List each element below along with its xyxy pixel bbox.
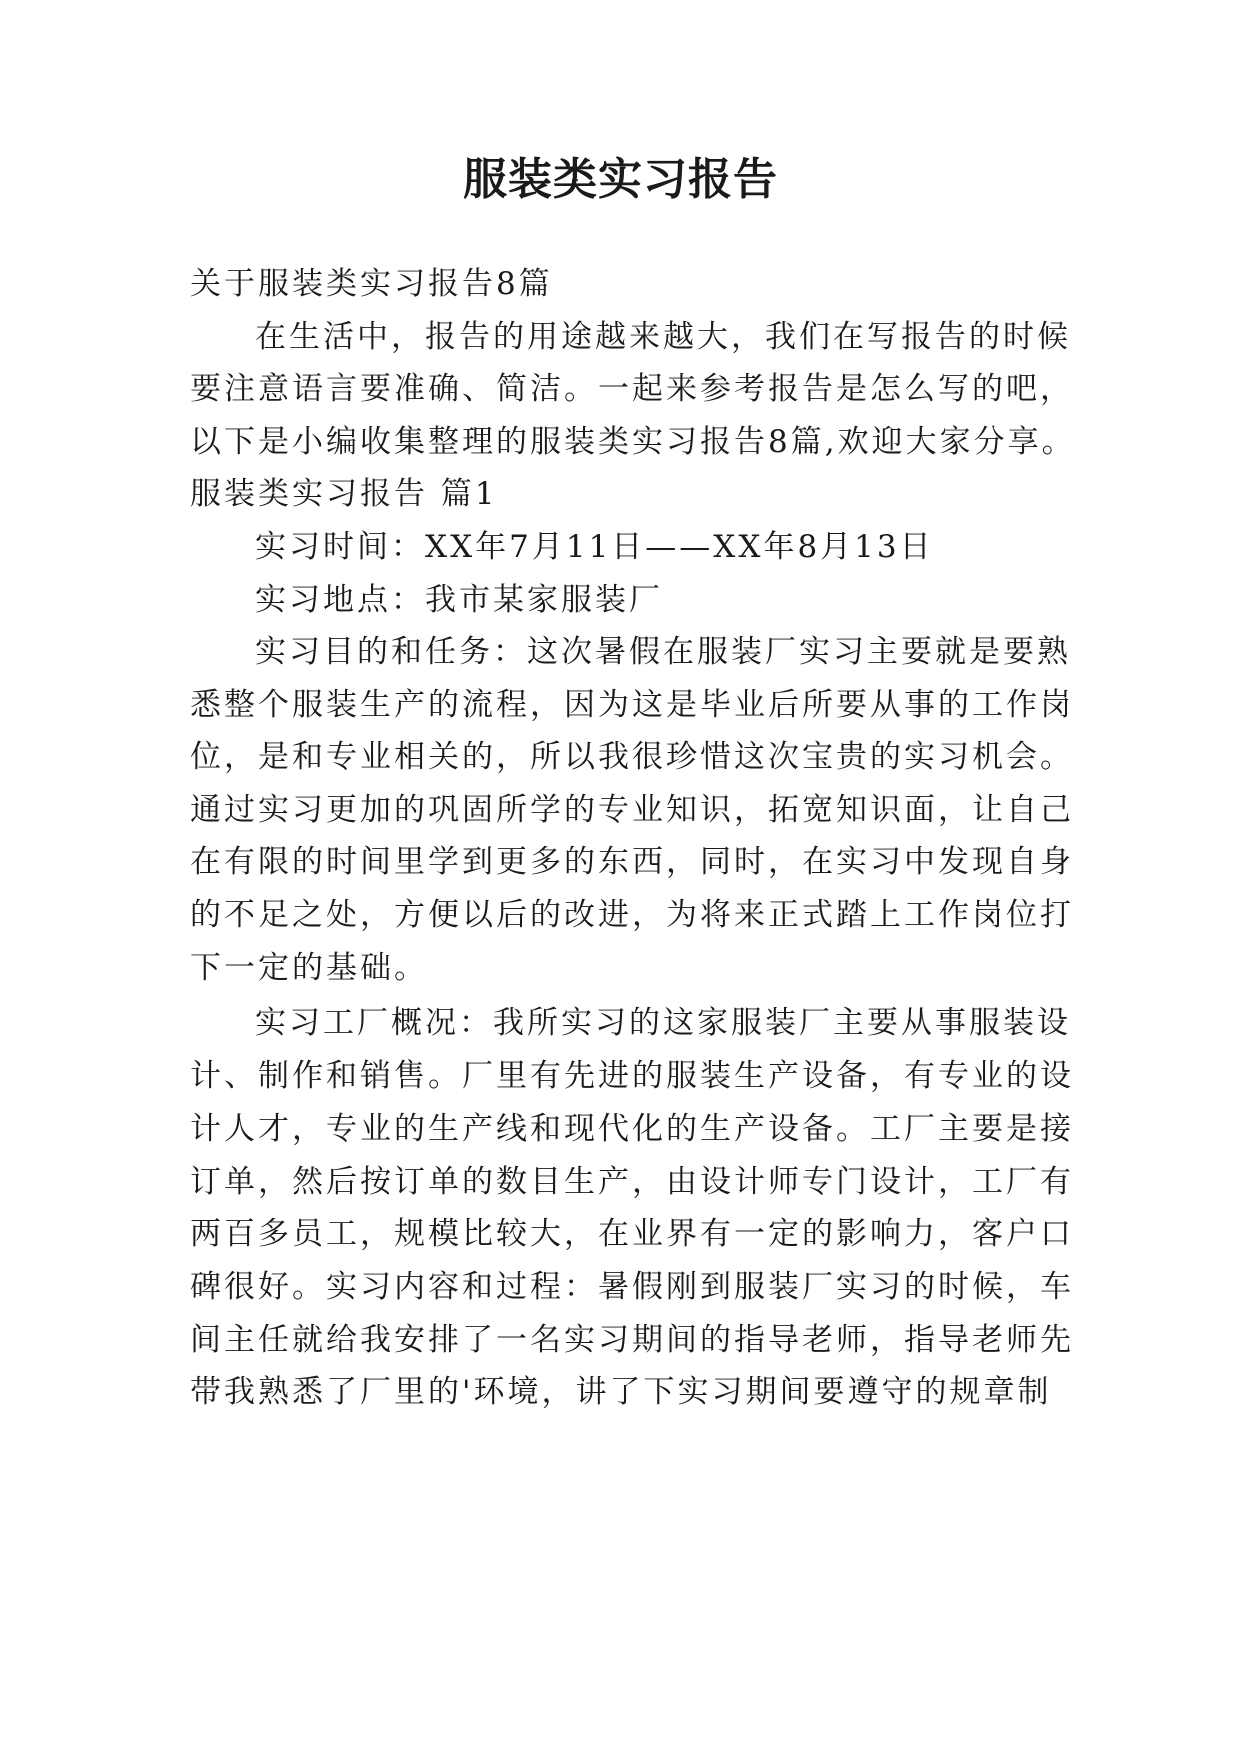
paragraph-line: 通过实习更加的巩固所学的专业知识，拓宽知识面，让自己: [190, 792, 1074, 828]
paragraph-line: 订单，然后按订单的数目生产，由设计师专门设计，工厂有: [190, 1164, 1074, 1200]
paragraph-line: 计人才，专业的生产线和现代化的生产设备。工厂主要是接: [190, 1111, 1074, 1147]
paragraph-line: 实习时间：XX年7月11日——XX年8月13日: [255, 529, 934, 565]
paragraph-line: 的不足之处，方便以后的改进，为将来正式踏上工作岗位打: [190, 897, 1074, 933]
paragraph-line: 碑很好。实习内容和过程：暑假刚到服装厂实习的时候，车: [190, 1269, 1074, 1305]
intro-heading: 关于服装类实习报告8篇: [190, 266, 553, 302]
document-title: 服装类实习报告: [463, 154, 778, 205]
paragraph-line: 两百多员工，规模比较大，在业界有一定的影响力，客户口: [190, 1216, 1074, 1252]
paragraph-line: 实习地点：我市某家服装厂: [255, 582, 663, 618]
section-heading: 服装类实习报告 篇1: [190, 476, 498, 512]
paragraph-line: 计、制作和销售。厂里有先进的服装生产设备，有专业的设: [190, 1058, 1074, 1094]
paragraph-line: 在有限的时间里学到更多的东西，同时，在实习中发现自身: [190, 844, 1074, 880]
paragraph-line: 悉整个服装生产的流程，因为这是毕业后所要从事的工作岗: [190, 687, 1074, 723]
paragraph-line: 下一定的基础。: [190, 950, 428, 986]
paragraph-line: 要注意语言要准确、简洁。一起来参考报告是怎么写的吧，: [190, 371, 1074, 407]
paragraph-line: 实习目的和任务：这次暑假在服装厂实习主要就是要熟: [255, 634, 1071, 670]
paragraph-line: 间主任就给我安排了一名实习期间的指导老师，指导老师先: [190, 1322, 1074, 1358]
paragraph-line: 以下是小编收集整理的服装类实习报告8篇,欢迎大家分享。: [190, 424, 1076, 460]
paragraph-line: 在生活中，报告的用途越来越大，我们在写报告的时候: [255, 319, 1071, 355]
paragraph-line: 带我熟悉了厂里的'环境，讲了下实习期间要遵守的规章制: [190, 1374, 1052, 1410]
paragraph-line: 实习工厂概况：我所实习的这家服装厂主要从事服装设: [255, 1005, 1071, 1041]
paragraph-line: 位，是和专业相关的，所以我很珍惜这次宝贵的实习机会。: [190, 739, 1074, 775]
